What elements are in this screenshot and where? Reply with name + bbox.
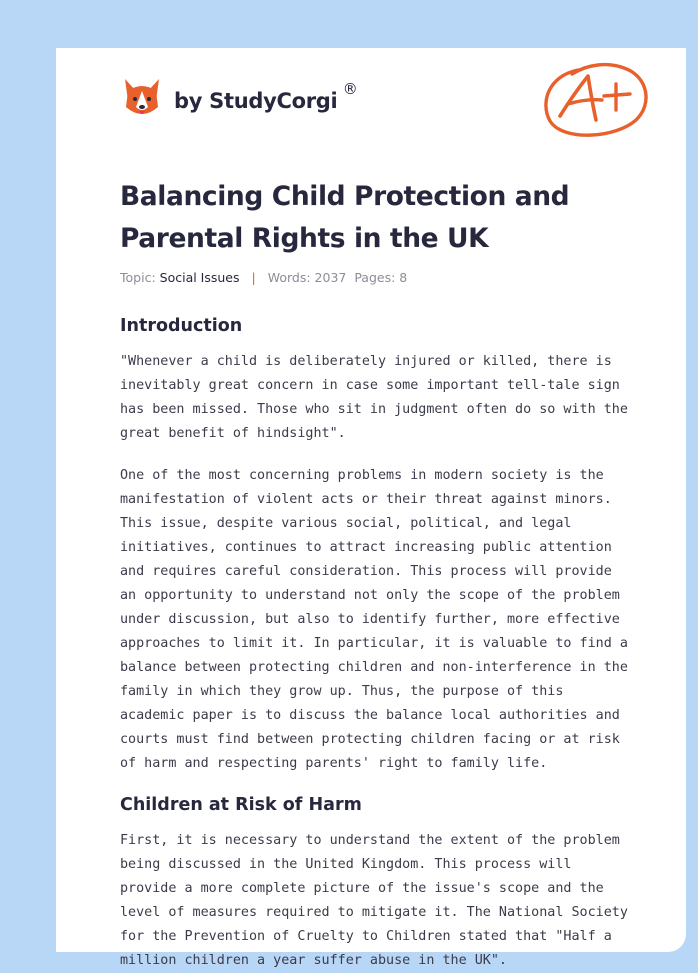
topic-link[interactable]: Social Issues bbox=[159, 270, 240, 285]
corgi-icon bbox=[122, 77, 162, 121]
paragraph-quote: "Whenever a child is deliberately injured or killed, there is inevitably great concern in case some important tell-tale sign has been missed. Those who sit in judgment often do so with the great benefit of hindsight". bbox=[120, 354, 628, 441]
section-heading-children-at-risk: Children at Risk of Harm bbox=[120, 795, 362, 815]
words-label: Words: bbox=[267, 270, 311, 285]
paragraph-intro: One of the most concerning problems in modern society is the manifestation of violent acts or their threat against minors. This issue, despite various social, political, and legal initiatives, continues to attract increasing public attention and requires careful consideration. This process will provide an opportunity to understand not only the scope of the problem under discussion, but also to identify further, more effective approaches to limit it. In particular, it is valuable to find a balance between protecting children and non-interference in the family in which they grow up. Thus, the purpose of this academic paper is to discuss the balance local authorities and courts must find between protecting children facing or at risk of harm and respecting parents' right to family life. bbox=[120, 468, 628, 771]
meta-separator: | bbox=[251, 270, 256, 285]
pages-count: 8 bbox=[399, 270, 408, 285]
a-plus-grade-stamp bbox=[538, 58, 650, 142]
article-meta bbox=[120, 269, 630, 287]
words-count: 2037 bbox=[314, 270, 347, 285]
section-heading-introduction: Introduction bbox=[120, 316, 243, 336]
article-title: Balancing Child Protection and Parental Rights in the UK bbox=[120, 181, 570, 254]
pages-label: Pages: bbox=[354, 270, 396, 285]
paragraph-extent: First, it is necessary to understand the extent of the problem being discussed in the United Kingdom. This process will provide a more complete picture of the issue's scope and the level of measures required to mitigate it. The National Society for the Prevention of Cruelty to Children stated that "Half a million children a year suffer abuse in the UK". bbox=[120, 833, 628, 968]
brand-name: by StudyCorgi ® bbox=[174, 80, 358, 113]
registered-mark: ® bbox=[342, 80, 358, 98]
studycorgi-logo[interactable] bbox=[122, 76, 358, 122]
topic-label: Topic: bbox=[120, 270, 156, 285]
article-content bbox=[120, 176, 630, 973]
document-page bbox=[56, 48, 686, 968]
